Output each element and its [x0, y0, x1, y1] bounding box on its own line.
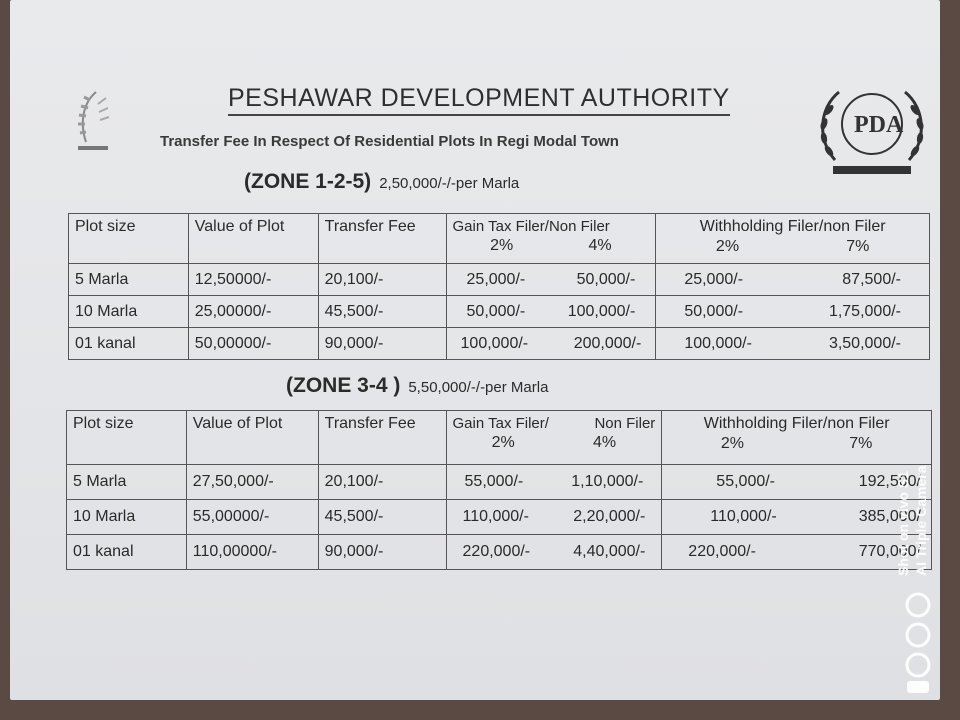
cell-value: 50,00000/-: [188, 328, 318, 360]
cell-wh-filer: 110,000/-: [710, 508, 777, 525]
cell-gain-tax: [446, 328, 656, 360]
col-gain-tax: [446, 411, 662, 465]
cell-fee: 20,100/-: [318, 465, 446, 500]
cell-wh-nonfiler: 1,75,000/-: [828, 302, 901, 320]
wh-nonfiler-pct: 7%: [846, 238, 870, 255]
table-row: [69, 264, 930, 296]
page-title: PESHAWAR DEVELOPMENT AUTHORITY: [228, 84, 730, 116]
cell-fee: 45,500/-: [318, 296, 446, 328]
cell-fee: 90,000/-: [318, 328, 446, 360]
zone-2-title: (ZONE 3-4 ): [286, 374, 401, 397]
cell-fee: 45,500/-: [318, 500, 446, 535]
cell-wh-filer: 50,000/-: [684, 302, 744, 320]
cell-plot-size: 01 kanal: [69, 328, 189, 360]
cell-gain-nonfiler: 100,000/-: [567, 302, 636, 320]
withholding-label: Withholding Filer/non Filer: [703, 415, 890, 432]
cell-plot-size: 10 Marla: [67, 500, 187, 535]
watermark-text: [894, 406, 930, 576]
cell-plot-size: 10 Marla: [69, 296, 189, 328]
col-withholding: [656, 214, 930, 264]
zone-1-rate: 2,50,000/-/-per Marla: [379, 175, 520, 192]
cell-withholding: [656, 328, 930, 360]
col-plot-size: Plot size: [69, 214, 189, 264]
cell-wh-nonfiler: 385,000/: [858, 508, 921, 525]
table-row: [69, 296, 930, 328]
cell-withholding: [656, 296, 930, 328]
table-row: [67, 500, 932, 535]
svg-text:PDA: PDA: [854, 112, 904, 138]
cell-value: 25,00000/-: [188, 296, 318, 328]
cell-plot-size: 5 Marla: [67, 465, 187, 500]
cell-gain-tax: [446, 535, 662, 570]
cell-gain-filer: 220,000/-: [462, 543, 531, 560]
col-transfer-fee: Transfer Fee: [318, 214, 446, 264]
gain-nonfiler-pct: 4%: [593, 434, 617, 451]
wh-nonfiler-pct: 7%: [849, 435, 873, 452]
cell-wh-nonfiler: 192,500/: [858, 473, 921, 490]
table-row: [67, 535, 932, 570]
cell-gain-filer: 100,000/-: [460, 334, 529, 352]
zone-2-heading: [286, 374, 548, 398]
cell-plot-size: 5 Marla: [69, 264, 189, 296]
cell-gain-tax: [446, 465, 662, 500]
cell-withholding: [656, 264, 930, 296]
cell-wh-filer: 55,000/-: [716, 473, 776, 490]
col-plot-size: Plot size: [67, 411, 187, 465]
cell-gain-filer: 110,000/-: [462, 508, 529, 525]
gain-filer-pct: 2%: [490, 237, 514, 254]
triple-camera-icon: [898, 591, 942, 701]
cell-gain-filer: 50,000/-: [466, 302, 526, 320]
cell-wh-nonfiler: 87,500/-: [842, 270, 901, 288]
pda-seal-icon: [813, 80, 931, 180]
col-value-of-plot: Value of Plot: [188, 214, 318, 264]
camera-watermark: [888, 406, 960, 706]
cell-value: 55,00000/-: [186, 500, 318, 535]
cell-wh-filer: 25,000/-: [684, 270, 744, 288]
cell-wh-nonfiler: 770,000/: [858, 543, 921, 560]
zone-1-title: (ZONE 1-2-5): [244, 170, 372, 193]
cell-gain-nonfiler: 1,10,000/-: [571, 473, 644, 490]
cell-gain-tax: [446, 296, 656, 328]
cell-gain-nonfiler: 200,000/-: [573, 334, 642, 352]
cell-gain-tax: [446, 264, 656, 296]
col-gain-tax: [446, 214, 656, 264]
cell-gain-tax: [446, 500, 662, 535]
cell-value: 27,50,000/-: [186, 465, 318, 500]
table-header-row: [69, 214, 930, 264]
cell-gain-nonfiler: 2,20,000/-: [573, 508, 646, 525]
cell-value: 110,00000/-: [186, 535, 318, 570]
cell-wh-filer: 220,000/-: [688, 543, 756, 560]
table-header-row: [67, 411, 932, 465]
cell-gain-nonfiler: 50,000/-: [576, 270, 636, 288]
zone-2-rate: 5,50,000/-/-per Marla: [408, 379, 549, 396]
wh-filer-pct: 2%: [715, 238, 740, 255]
zone-1-heading: [244, 170, 519, 194]
cell-fee: 20,100/-: [318, 264, 446, 296]
col-value-of-plot: Value of Plot: [186, 411, 318, 465]
zone-2-fee-table: [66, 410, 932, 570]
cell-fee: 90,000/-: [318, 535, 446, 570]
watermark-line-2: AI Triple Camera: [913, 465, 929, 576]
zone-1-fee-table: [68, 213, 930, 360]
gain-tax-label-a: Gain Tax Filer/: [452, 415, 549, 432]
wh-filer-pct: 2%: [720, 435, 745, 452]
cell-plot-size: 01 kanal: [67, 535, 187, 570]
gain-tax-label-b: Non Filer: [594, 415, 656, 432]
cell-wh-nonfiler: 3,50,000/-: [828, 334, 901, 352]
table-row: [67, 465, 932, 500]
gain-nonfiler-pct: 4%: [588, 237, 612, 254]
cell-gain-nonfiler: 4,40,000/-: [573, 543, 646, 560]
cell-wh-filer: 100,000/-: [684, 334, 752, 352]
withholding-label: Withholding Filer/non Filer: [699, 218, 886, 235]
gain-filer-pct: 2%: [491, 434, 515, 451]
pda-emblem-icon: [72, 84, 120, 160]
cell-value: 12,50000/-: [188, 264, 318, 296]
gain-tax-label: Gain Tax Filer/Non Filer: [452, 218, 610, 235]
watermark-line-1: Shot on vivo S1: [895, 470, 911, 576]
page-subtitle: Transfer Fee In Respect Of Residential Plots In Regi Modal Town: [160, 133, 619, 150]
cell-gain-filer: 55,000/-: [464, 473, 524, 490]
table-row: [69, 328, 930, 360]
cell-gain-filer: 25,000/-: [466, 270, 526, 288]
col-transfer-fee: Transfer Fee: [318, 411, 446, 465]
